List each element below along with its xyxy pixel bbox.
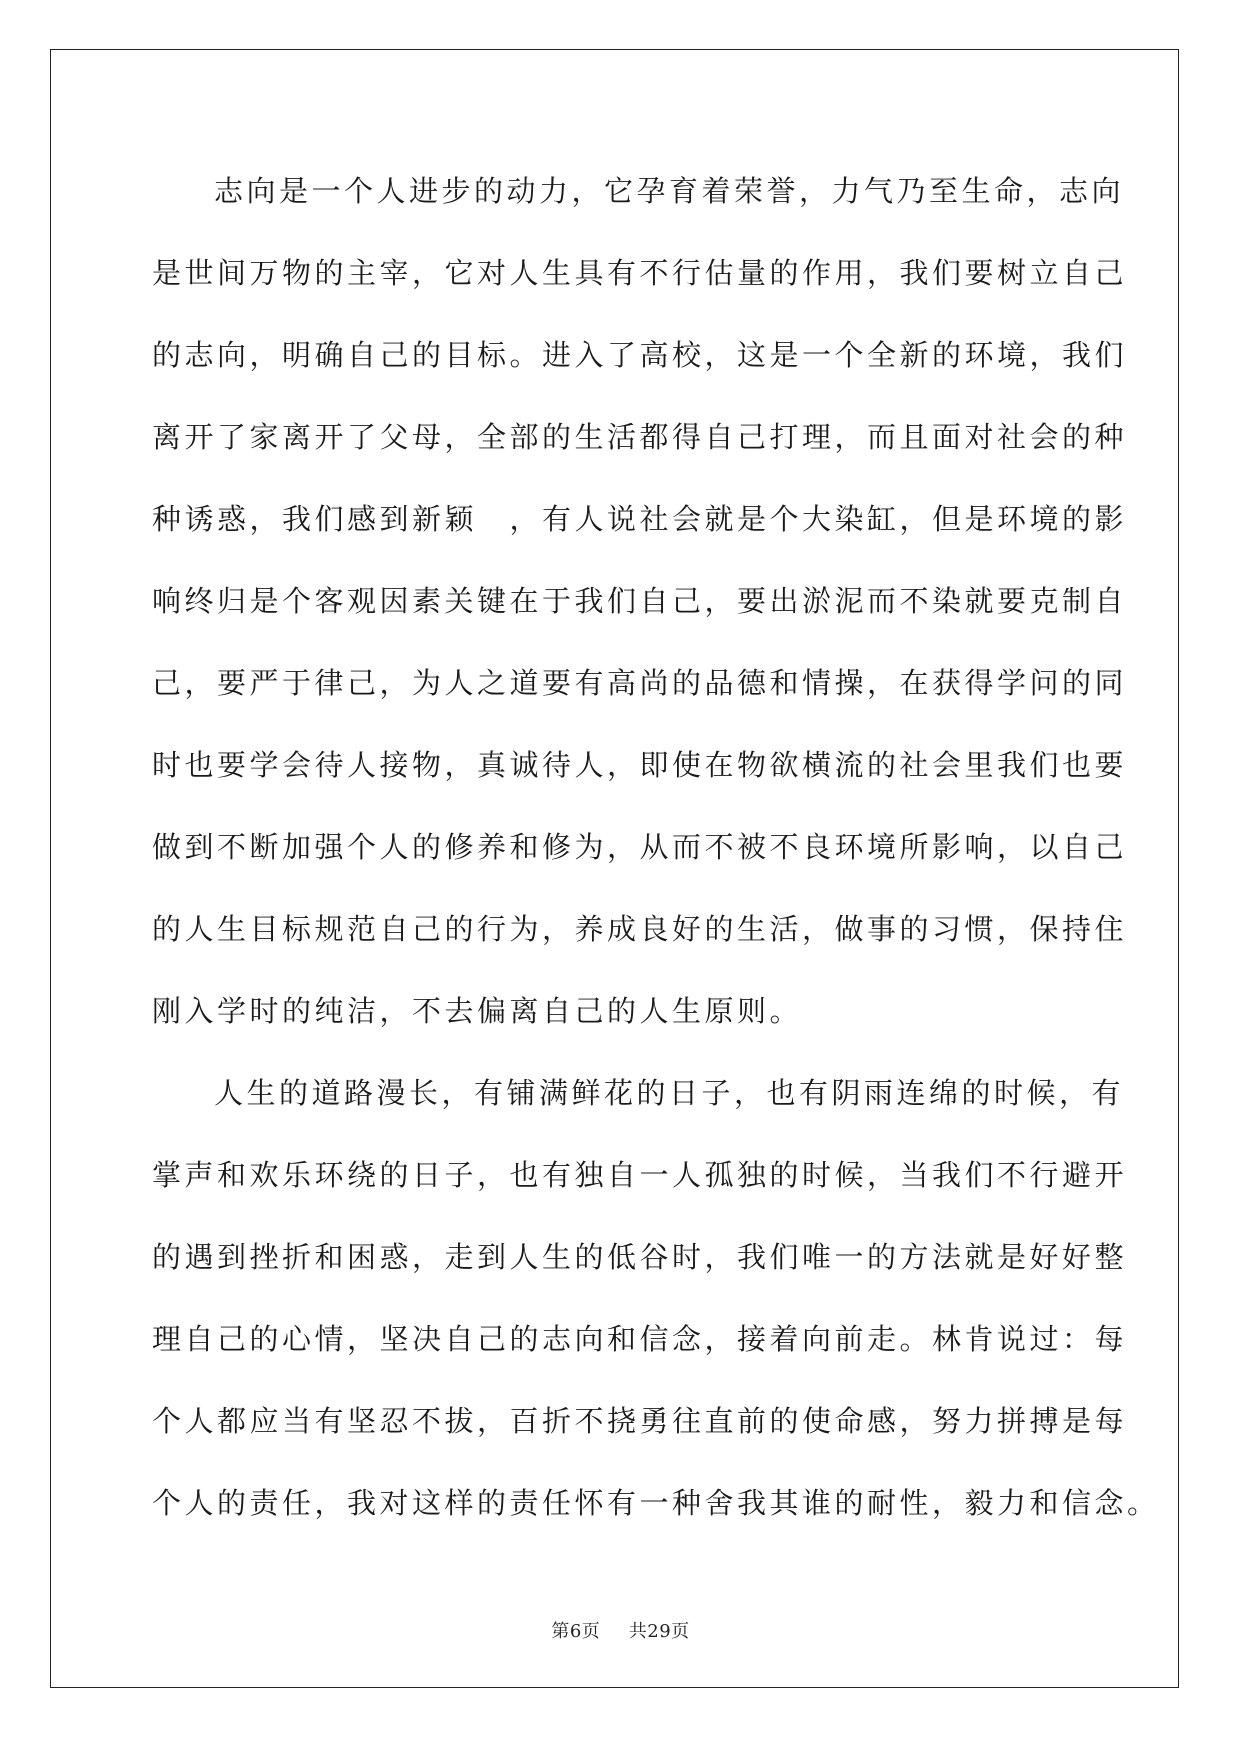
- page-number: 第6页: [551, 1621, 601, 1642]
- text-line: 个人的责任，我对这样的责任怀有一种舍我其谁的耐性，毅力和信念。: [152, 1486, 1160, 1520]
- paragraph-2: [152, 1067, 1160, 1559]
- text-line: 的人生目标规范自己的行为，养成良好的生活，做事的习惯，保持住: [152, 912, 1128, 946]
- text-line: 时也要学会待人接物，真诚待人，即使在物欲横流的社会里我们也要: [152, 748, 1128, 782]
- text-line: 响终归是个客观因素关键在于我们自己，要出淤泥而不染就要克制自: [152, 584, 1128, 618]
- text-line: 种诱惑，我们感到新颖 ，有人说社会就是个大染缸，但是环境的影: [152, 502, 1128, 536]
- text-line: 己，要严于律己，为人之道要有高尚的品德和情操，在获得学问的同: [152, 666, 1128, 700]
- text-line: 的志向，明确自己的目标。进入了高校，这是一个全新的环境，我们: [152, 338, 1128, 372]
- page-footer: [0, 1617, 1241, 1643]
- text-line: 离开了家离开了父母，全部的生活都得自己打理，而且面对社会的种: [152, 420, 1128, 454]
- text-line: 是世间万物的主宰，它对人生具有不行估量的作用，我们要树立自己: [152, 256, 1128, 290]
- text-line: 志向是一个人进步的动力，它孕育着荣誉，力气乃至生命，志向: [214, 174, 1125, 208]
- text-line: 人生的道路漫长，有铺满鲜花的日子，也有阴雨连绵的时候，有: [214, 1076, 1125, 1110]
- page-total: 共29页: [628, 1621, 690, 1642]
- document-body: [152, 165, 1160, 1559]
- text-line: 理自己的心情，坚决自己的志向和信念，接着向前走。林肯说过：每: [152, 1322, 1128, 1356]
- paragraph-1: [152, 165, 1128, 1067]
- text-line: 个人都应当有坚忍不拔，百折不挠勇往直前的使命感，努力拼搏是每: [152, 1404, 1128, 1438]
- text-line: 做到不断加强个人的修养和修为，从而不被不良环境所影响，以自己: [152, 830, 1128, 864]
- text-line: 刚入学时的纯洁，不去偏离自己的人生原则。: [152, 994, 803, 1028]
- text-line: 的遇到挫折和困惑，走到人生的低谷时，我们唯一的方法就是好好整: [152, 1240, 1128, 1274]
- text-line: 掌声和欢乐环绕的日子，也有独自一人孤独的时候，当我们不行避开: [152, 1158, 1128, 1192]
